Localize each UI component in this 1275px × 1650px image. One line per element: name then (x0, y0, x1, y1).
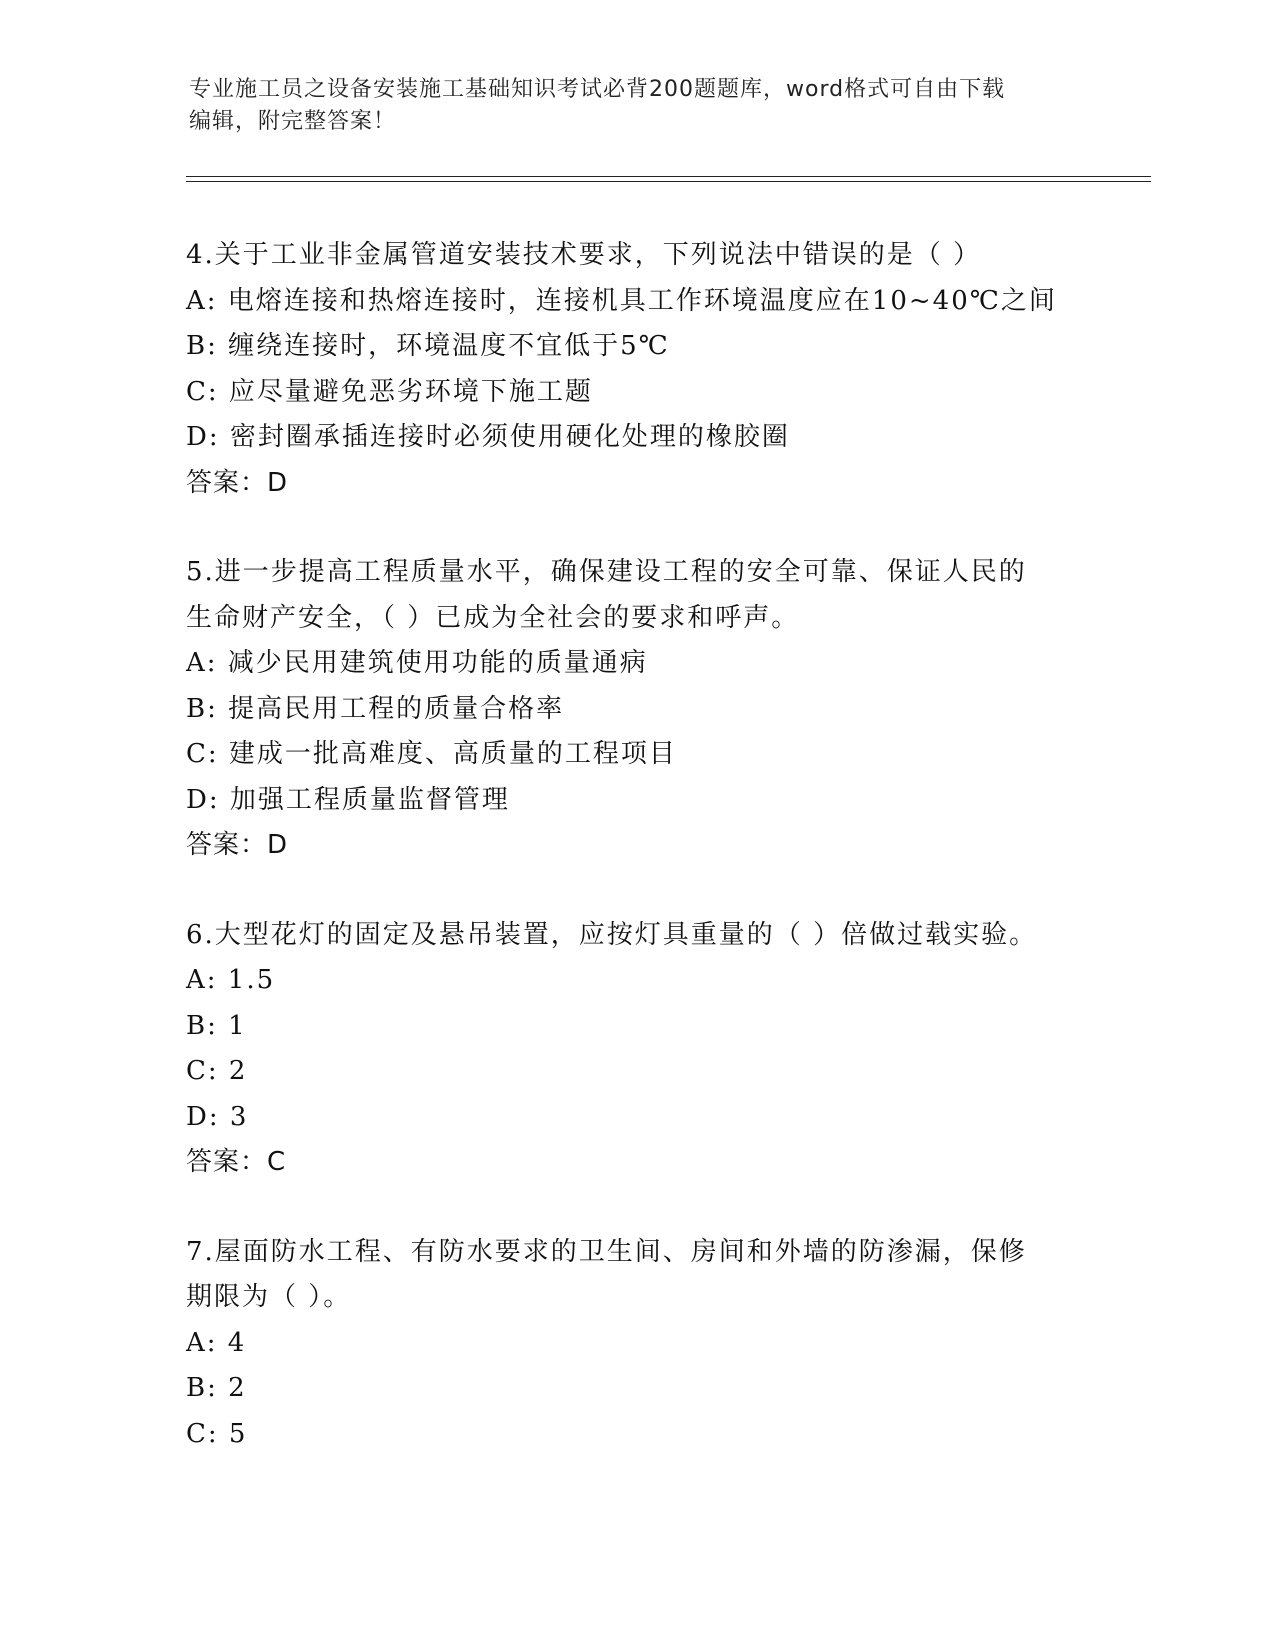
question-stem: 生命财产安全，（ ）已成为全社会的要求和呼声。 (186, 602, 800, 633)
answer-option: C: 5 (186, 1418, 248, 1449)
answer-option: B: 2 (186, 1373, 247, 1403)
answer-option: D: 加强工程质量监督管理 (186, 784, 510, 815)
answer-option: B: 1 (186, 1010, 247, 1041)
question-block (186, 913, 1106, 1186)
answer-option: D: 密封圈承插连接时必须使用硬化处理的橡胶圈 (186, 422, 790, 452)
answer-option: B: 缠绕连接时，环境温度不宜低于5℃ (186, 331, 670, 361)
question-stem: 期限为（ ）。 (186, 1282, 352, 1312)
question-block (186, 1230, 1106, 1458)
answer-option: C: 应尽量避免恶劣环境下施工题 (186, 376, 593, 407)
question-block (186, 550, 1106, 869)
answer-option: A: 4 (186, 1327, 247, 1358)
answer-option: A: 电熔连接和热熔连接时，连接机具工作环境温度应在10~40℃之间 (186, 285, 1057, 316)
question-stem: 5.进一步提高工程质量水平，确保建设工程的安全可靠、保证人民的 (186, 557, 1027, 587)
question-stem: 4.关于工业非金属管道安装技术要求，下列说法中错误的是（ ） (186, 240, 982, 270)
header-divider-bottom (186, 181, 1151, 182)
answer-option: B: 提高民用工程的质量合格率 (186, 693, 565, 724)
header-line-1: 专业施工员之设备安装施工基础知识考试必背200题题库，word格式可自由下载 (189, 77, 1006, 102)
answer-option: D: 3 (186, 1101, 249, 1132)
question-list (186, 233, 1106, 1501)
answer-key: 答案：D (186, 830, 289, 860)
answer-option: A: 减少民用建筑使用功能的质量通病 (186, 648, 648, 678)
question-block (186, 233, 1106, 506)
document-header (189, 74, 1089, 138)
question-stem: 6.大型花灯的固定及悬吊装置，应按灯具重量的（ ）倍做过载实验。 (186, 919, 1038, 950)
answer-key: 答案：C (186, 1147, 287, 1177)
header-line-2: 编辑，附完整答案！ (189, 109, 397, 134)
answer-option: A: 1.5 (186, 965, 276, 995)
answer-option: C: 建成一批高难度、高质量的工程项目 (186, 739, 677, 769)
header-divider-top (186, 176, 1151, 177)
question-stem: 7.屋面防水工程、有防水要求的卫生间、房间和外墙的防渗漏，保修 (186, 1236, 1027, 1267)
answer-option: C: 2 (186, 1056, 248, 1086)
answer-key: 答案：D (186, 467, 289, 498)
